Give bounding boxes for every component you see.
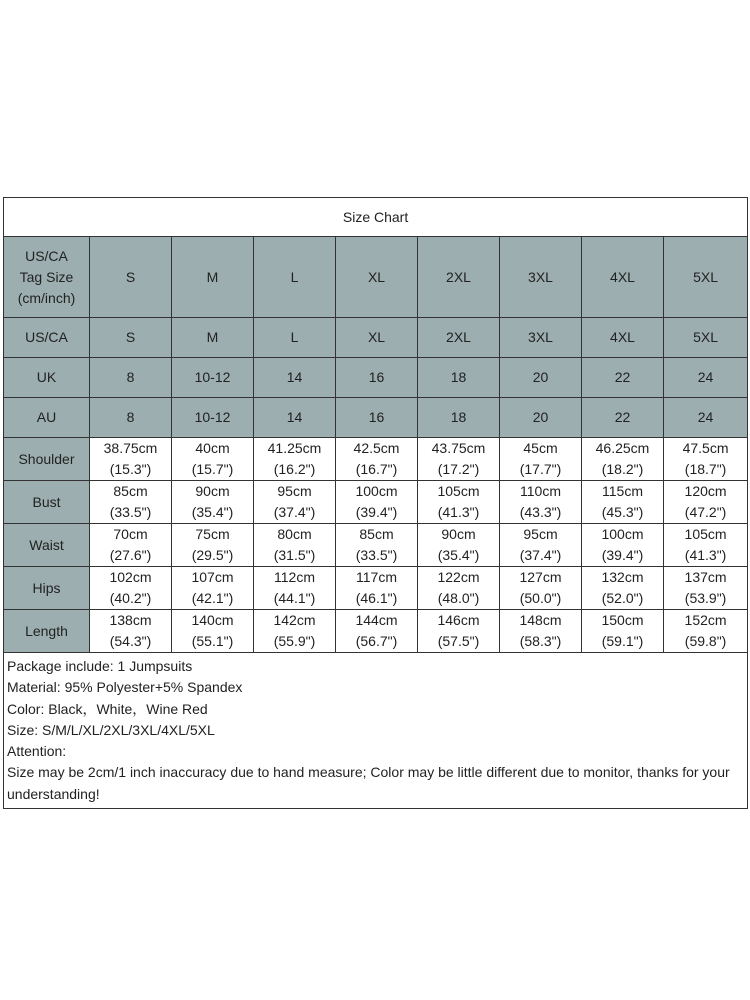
size-header: 4XL <box>582 237 664 318</box>
attention-heading: Attention: <box>7 743 67 760</box>
measurement-cell: 85cm (33.5") <box>90 481 172 524</box>
measurement-cell: 107cm (42.1") <box>172 567 254 610</box>
measurement-cell: 115cm (45.3") <box>582 481 664 524</box>
measurement-cell: 140cm (55.1") <box>172 610 254 653</box>
notes-row <box>4 653 748 809</box>
conversion-cell: 16 <box>336 398 418 438</box>
measurement-cell: 132cm (52.0") <box>582 567 664 610</box>
measurement-cell: 122cm (48.0") <box>418 567 500 610</box>
conversion-cell: 8 <box>90 358 172 398</box>
conversion-cell: 10-12 <box>172 358 254 398</box>
conversion-cell: 14 <box>254 358 336 398</box>
conversion-cell: XL <box>336 318 418 358</box>
measurement-cell: 95cm (37.4") <box>254 481 336 524</box>
measurement-row-waist <box>4 524 748 567</box>
measurement-cell: 80cm (31.5") <box>254 524 336 567</box>
row-label: Waist <box>4 524 90 567</box>
conversion-cell: 18 <box>418 398 500 438</box>
size-header: 3XL <box>500 237 582 318</box>
conversion-cell: S <box>90 318 172 358</box>
measurement-cell: 105cm (41.3") <box>664 524 748 567</box>
measurement-cell: 102cm (40.2") <box>90 567 172 610</box>
conversion-cell: 24 <box>664 398 748 438</box>
measurement-cell: 40cm (15.7") <box>172 438 254 481</box>
conversion-cell: 4XL <box>582 318 664 358</box>
measurement-cell: 85cm (33.5") <box>336 524 418 567</box>
measurement-cell: 138cm (54.3") <box>90 610 172 653</box>
measurement-cell: 110cm (43.3") <box>500 481 582 524</box>
size-table <box>3 197 748 809</box>
measurement-cell: 127cm (50.0") <box>500 567 582 610</box>
tag-size-label: US/CA Tag Size (cm/inch) <box>4 237 90 318</box>
measurement-cell: 137cm (53.9") <box>664 567 748 610</box>
conversion-cell: 20 <box>500 398 582 438</box>
conversion-row-uk <box>4 358 748 398</box>
row-label: Hips <box>4 567 90 610</box>
measurement-cell: 90cm (35.4") <box>172 481 254 524</box>
size-header: 2XL <box>418 237 500 318</box>
conversion-cell: 22 <box>582 398 664 438</box>
conversion-cell: 2XL <box>418 318 500 358</box>
size-chart <box>3 197 747 802</box>
measurement-cell: 47.5cm (18.7") <box>664 438 748 481</box>
measurement-cell: 42.5cm (16.7") <box>336 438 418 481</box>
measurement-cell: 146cm (57.5") <box>418 610 500 653</box>
chart-title: Size Chart <box>4 198 748 237</box>
attention-note: Size may be 2cm/1 inch inaccuracy due to hand measure; Color may be little different due to monitor, thanks for your understanding! <box>7 764 730 802</box>
row-label: UK <box>4 358 90 398</box>
size-header: M <box>172 237 254 318</box>
measurement-cell: 100cm (39.4") <box>582 524 664 567</box>
size-header: XL <box>336 237 418 318</box>
measurement-cell: 43.75cm (17.2") <box>418 438 500 481</box>
conversion-cell: 5XL <box>664 318 748 358</box>
product-notes <box>4 653 748 809</box>
conversion-cell: 8 <box>90 398 172 438</box>
package-note: Package include: 1 Jumpsuits <box>7 658 193 674</box>
conversion-cell: 22 <box>582 358 664 398</box>
measurement-cell: 45cm (17.7") <box>500 438 582 481</box>
material-note: Material: 95% Polyester+5% Spandex <box>7 679 243 696</box>
measurement-cell: 38.75cm (15.3") <box>90 438 172 481</box>
measurement-cell: 112cm (44.1") <box>254 567 336 610</box>
measurement-cell: 105cm (41.3") <box>418 481 500 524</box>
conversion-cell: L <box>254 318 336 358</box>
size-header: S <box>90 237 172 318</box>
conversion-cell: M <box>172 318 254 358</box>
conversion-cell: 20 <box>500 358 582 398</box>
row-label: Bust <box>4 481 90 524</box>
row-label: Length <box>4 610 90 653</box>
conversion-cell: 16 <box>336 358 418 398</box>
conversion-cell: 18 <box>418 358 500 398</box>
measurement-cell: 150cm (59.1") <box>582 610 664 653</box>
measurement-cell: 144cm (56.7") <box>336 610 418 653</box>
measurement-cell: 46.25cm (18.2") <box>582 438 664 481</box>
row-label: Shoulder <box>4 438 90 481</box>
size-note: Size: S/M/L/XL/2XL/3XL/4XL/5XL <box>7 721 215 738</box>
size-header: L <box>254 237 336 318</box>
measurement-cell: 148cm (58.3") <box>500 610 582 653</box>
measurement-cell: 100cm (39.4") <box>336 481 418 524</box>
row-label: AU <box>4 398 90 438</box>
measurement-cell: 75cm (29.5") <box>172 524 254 567</box>
measurement-row-bust <box>4 481 748 524</box>
conversion-row-au <box>4 398 748 438</box>
measurement-row-length <box>4 610 748 653</box>
color-note: Color: Black，White，Wine Red <box>7 700 208 717</box>
size-header: 5XL <box>664 237 748 318</box>
tag-size-row <box>4 237 748 318</box>
conversion-cell: 24 <box>664 358 748 398</box>
measurement-cell: 142cm (55.9") <box>254 610 336 653</box>
measurement-cell: 95cm (37.4") <box>500 524 582 567</box>
conversion-cell: 10-12 <box>172 398 254 438</box>
measurement-cell: 90cm (35.4") <box>418 524 500 567</box>
measurement-cell: 70cm (27.6") <box>90 524 172 567</box>
measurement-cell: 117cm (46.1") <box>336 567 418 610</box>
measurement-cell: 120cm (47.2") <box>664 481 748 524</box>
measurement-row-shoulder <box>4 438 748 481</box>
conversion-row-us-ca <box>4 318 748 358</box>
conversion-cell: 3XL <box>500 318 582 358</box>
conversion-cell: 14 <box>254 398 336 438</box>
measurement-cell: 152cm (59.8") <box>664 610 748 653</box>
measurement-cell: 41.25cm (16.2") <box>254 438 336 481</box>
measurement-row-hips <box>4 567 748 610</box>
row-label: US/CA <box>4 318 90 358</box>
